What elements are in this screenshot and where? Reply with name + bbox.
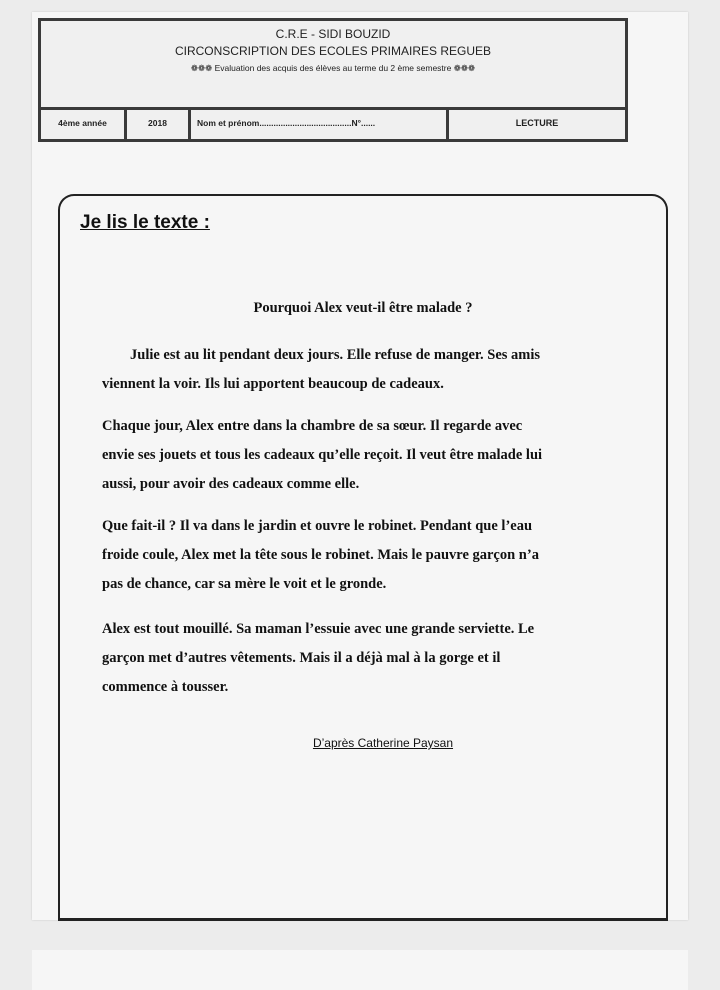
exam-header [38, 18, 628, 142]
header-level: 4ème année [41, 107, 127, 139]
paragraph-2 [102, 412, 662, 499]
text-line: pas de chance, car sa mère le voit et le gronde. [102, 576, 387, 592]
text-line: Que fait-il ? Il va dans le jardin et ouvre le robinet. Pendant que l’eau [102, 518, 533, 534]
header-line-3: ❁❁❁ Evaluation des acquis des élèves au terme du 2 ème semestre ❁❁❁ [190, 63, 476, 73]
text-line: froide coule, Alex met la tête sous le robinet. Mais le pauvre garçon n’a [102, 547, 539, 563]
text-line: Chaque jour, Alex entre dans la chambre de sa sœur. Il regarde avec [102, 418, 523, 434]
text-line: viennent la voir. Ils lui apportent beaucoup de cadeaux. [102, 376, 444, 392]
author-credit: D’après Catherine Paysan [312, 736, 454, 750]
header-info-row [41, 107, 625, 139]
header-name-field: Nom et prénom.......................................N°...... [191, 107, 449, 139]
paragraph-1 [102, 341, 662, 399]
header-title-block [41, 21, 625, 110]
text-line: envie ses jouets et tous les cadeaux qu’elle reçoit. Il veut être malade lui [102, 447, 543, 463]
header-subject: LECTURE [515, 118, 559, 128]
text-line: aussi, pour avoir des cadeaux comme elle. [102, 476, 360, 492]
header-year: 2018 [127, 107, 191, 139]
text-line: Julie est au lit pendant deux jours. Elle refuse de manger. Ses amis [130, 347, 541, 363]
box-title: Je lis le texte : [80, 212, 210, 233]
reading-text-box [58, 194, 668, 921]
text-line: Alex est tout mouillé. Sa maman l’essuie avec une grande serviette. Le [102, 621, 535, 637]
text-line: commence à tousser. [102, 679, 229, 695]
text-line: garçon met d’autres vêtements. Mais il a déjà mal à la gorge et il [102, 650, 501, 666]
header-line-1: C.R.E - SIDI BOUZID [275, 27, 391, 41]
header-line-2: CIRCONSCRIPTION DES ECOLES PRIMAIRES REGUEB [174, 44, 492, 58]
next-page [32, 950, 688, 990]
text-title: Pourquoi Alex veut-il être malade ? [253, 300, 473, 316]
paragraph-4 [102, 615, 662, 702]
paragraph-3 [102, 512, 662, 599]
